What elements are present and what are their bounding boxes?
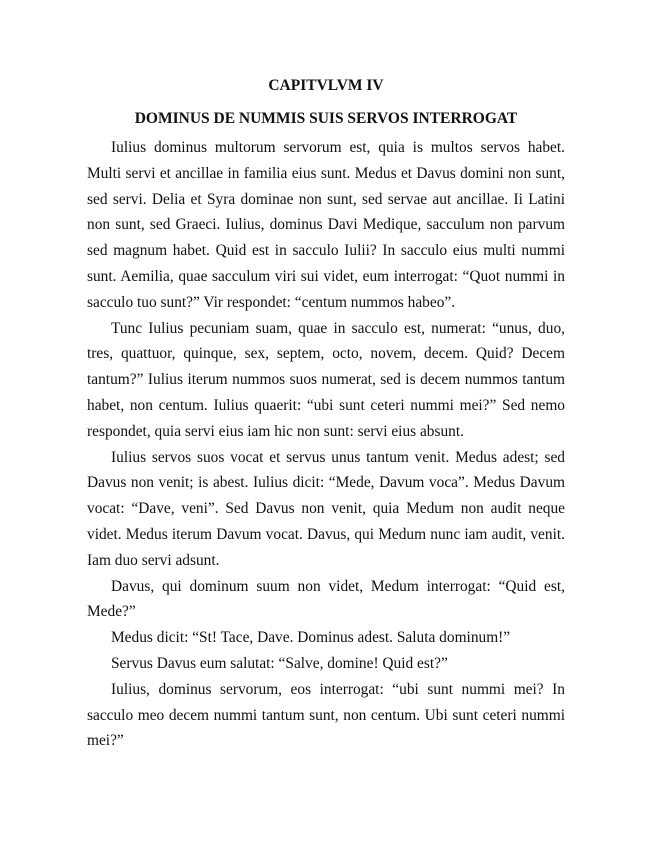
paragraph-2: Tunc Iulius pecuniam suam, quae in sacculo est, numerat: “unus, duo, tres, quattuor, quinque, sex, septem, octo, novem, decem. Quid? Decem tantum?” Iulius iterum nummos suos numerat, sed is decem nummos tantum habet, non centum. Iulius quaerit: “ubi sunt ceteri nummi mei?” Sed nemo respondet, quia servi eius iam hic non sunt: servi eius absunt. [87,319,565,440]
paragraph-4: Davus, qui dominum suum non videt, Medum interrogat: “Quid est, Mede?” [87,577,565,621]
paragraph-5: Medus dicit: “St! Tace, Dave. Dominus adest. Saluta dominum!” [111,629,511,647]
chapter-heading: CAPITVLVM IV [268,77,384,94]
document-page [87,70,565,754]
paragraph-1: Iulius dominus multorum servorum est, quia is multos servos habet. Multi servi et ancillae in familia eius sunt. Medus et Davus domini non sunt, sed servi. Delia et Syra dominae non sunt, sed servae aut ancillae. Ii Latini non sunt, sed Graeci. Iulius, dominus Davi Medique, sacculum non parvum sed magnum habet. Quid est in sacculo Iulii? In sacculo eius multi nummi sunt. Aemilia, quae sacculum viri sui videt, eum interrogat: “Quot nummi in sacculo tuo sunt?” Vir respondet: “centum nummos habeo”. [87,139,565,311]
paragraph-7: Iulius, dominus servorum, eos interrogat: “ubi sunt nummi mei? In sacculo meo decem nummi tantum sunt, non centum. Ubi sunt ceteri nummi mei?” [87,680,565,750]
paragraph-3: Iulius servos suos vocat et servus unus tantum venit. Medus adest; sed Davus non venit; is abest. Iulius dicit: “Mede, Davum voca”. Medus Davum vocat: “Dave, veni”. Sed Davus non venit, quia Medum non audit neque videt. Medus iterum Davum vocat. Davus, qui Medum nunc iam audit, venit. Iam duo servi adsunt. [87,448,565,569]
paragraph-6: Servus Davus eum salutat: “Salve, domine! Quid est?” [111,654,448,672]
chapter-title: DOMINUS DE NUMMIS SUIS SERVOS INTERROGAT [134,110,518,127]
